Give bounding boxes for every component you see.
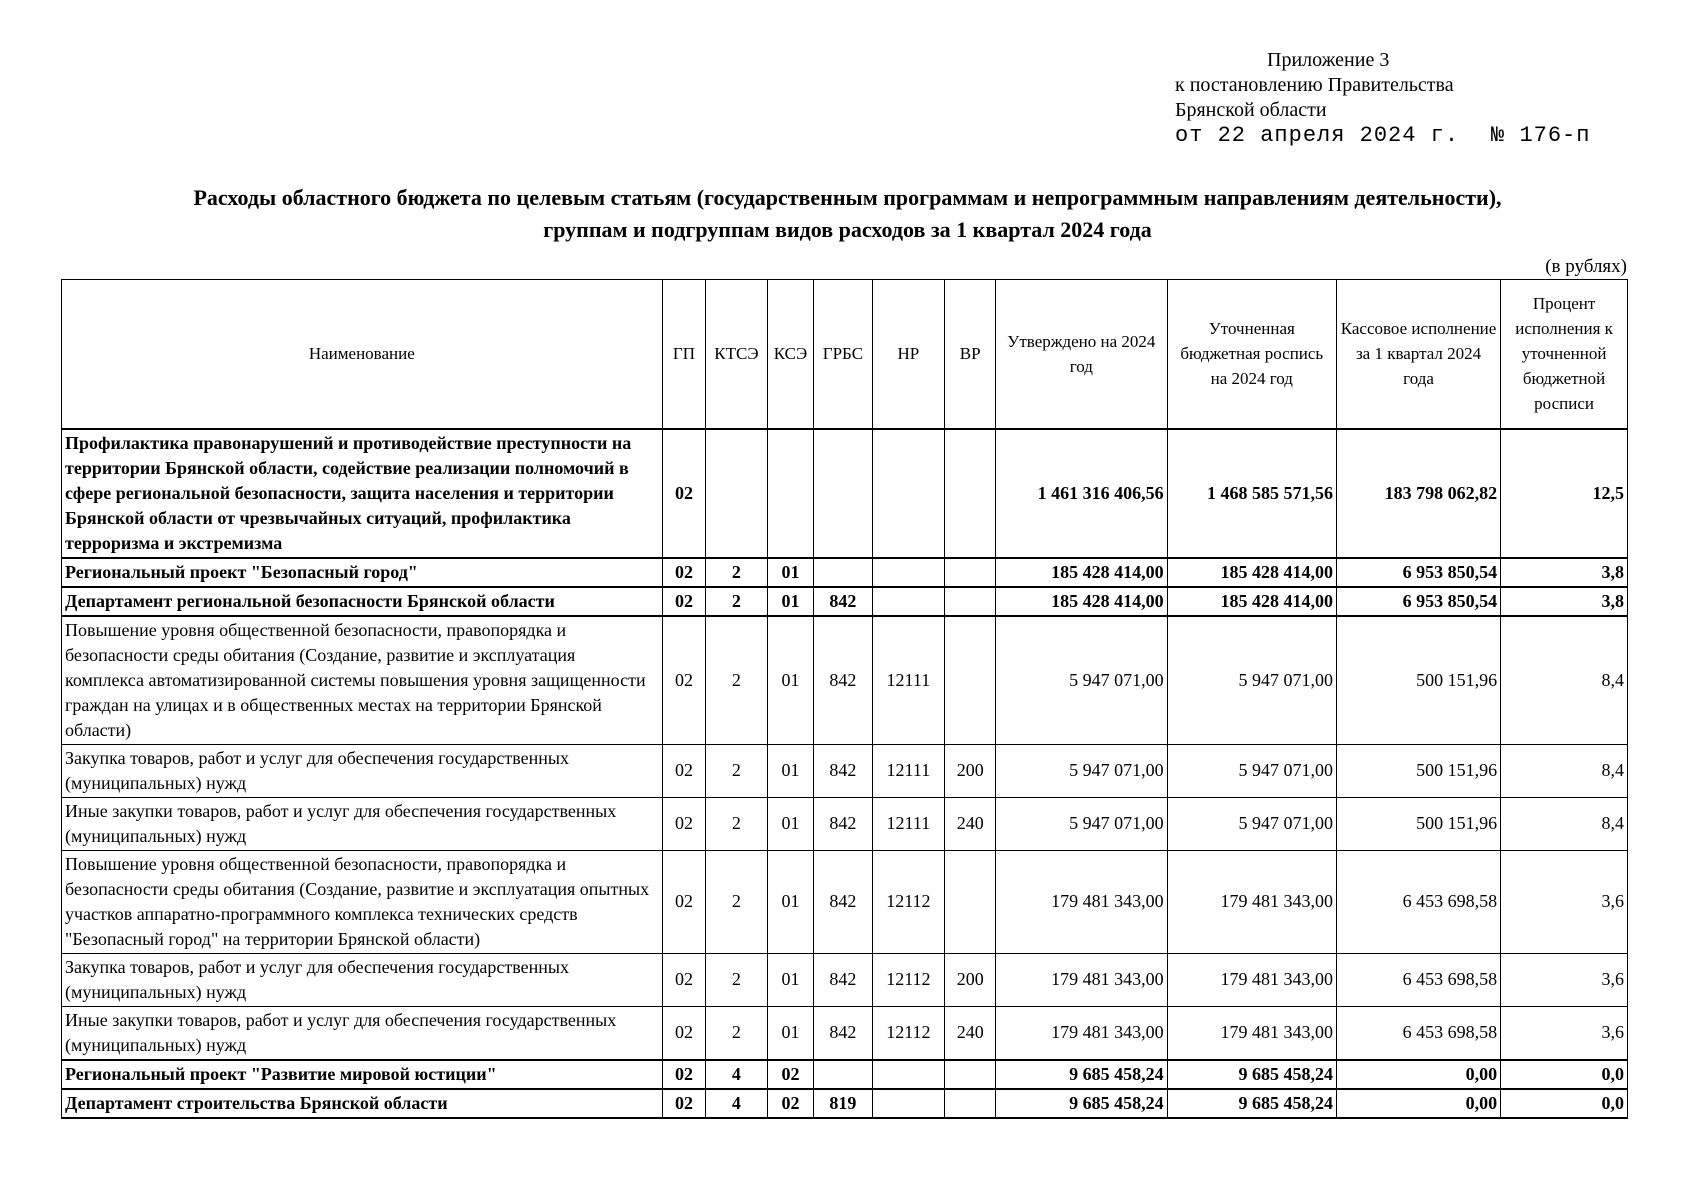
row-vr: [945, 587, 996, 616]
units-note: (в рублях): [1545, 256, 1627, 277]
table-header-row: [62, 280, 1628, 429]
annex-resolution: к постановлению Правительства: [1175, 74, 1454, 96]
document-title: [60, 182, 1635, 246]
row-grbs: 842: [814, 1006, 872, 1060]
row-ktse: 4: [706, 1089, 767, 1118]
annex-number: № 176-п: [1491, 123, 1591, 148]
row-name: Закупка товаров, работ и услуг для обеспечения государственных (муниципальных) нужд: [62, 953, 663, 1006]
row-percent: 0,0: [1501, 1089, 1628, 1118]
row-revised: 179 481 343,00: [1167, 850, 1336, 953]
row-nr: 12111: [872, 616, 945, 745]
table-row: [62, 953, 1628, 1006]
row-percent: 8,4: [1501, 616, 1628, 745]
row-nr: [872, 587, 945, 616]
row-name: Повышение уровня общественной безопасности, правопорядка и безопасности среды обитания (Создание, развитие и эксплуатация опытных участков аппаратно-программного комплекса технических средств "Безопасный город" на территории Брянской области): [62, 850, 663, 953]
row-vr: [945, 850, 996, 953]
row-percent: 3,6: [1501, 850, 1628, 953]
row-grbs: 842: [814, 850, 872, 953]
row-percent: 3,8: [1501, 558, 1628, 587]
document-title-line-1: Расходы областного бюджета по целевым статьям (государственным программам и непрограммным направлениям деятельности),: [193, 185, 1502, 210]
header-gp: ГП: [662, 280, 706, 429]
header-nr: НР: [872, 280, 945, 429]
row-approved: 9 685 458,24: [996, 1089, 1167, 1118]
row-cash: 6 953 850,54: [1336, 558, 1500, 587]
row-kse: 02: [767, 1060, 814, 1089]
row-gp: 02: [662, 1060, 706, 1089]
row-vr: 240: [945, 1006, 996, 1060]
row-revised: 185 428 414,00: [1167, 558, 1336, 587]
row-revised: 5 947 071,00: [1167, 616, 1336, 745]
table-row: [62, 429, 1628, 558]
table-row: [62, 850, 1628, 953]
row-cash: 6 453 698,58: [1336, 1006, 1500, 1060]
row-cash: 500 151,96: [1336, 616, 1500, 745]
row-approved: 179 481 343,00: [996, 850, 1167, 953]
row-grbs: 842: [814, 953, 872, 1006]
row-nr: [872, 1060, 945, 1089]
header-ktse: КТСЭ: [706, 280, 767, 429]
row-percent: 12,5: [1501, 429, 1628, 558]
row-nr: [872, 1089, 945, 1118]
row-name: Профилактика правонарушений и противодействие преступности на территории Брянской области, содействие реализации полномочий в сфере региональной безопасности, защита населения и территории Брянской области от чрезвычайных ситуаций, профилактика терроризма и экстремизма: [62, 429, 663, 558]
header-percent: Процент исполнения к уточненной бюджетной росписи: [1501, 280, 1628, 429]
row-grbs: [814, 558, 872, 587]
row-vr: 200: [945, 744, 996, 797]
row-approved: 179 481 343,00: [996, 1006, 1167, 1060]
header-name: Наименование: [62, 280, 663, 429]
row-approved: 185 428 414,00: [996, 558, 1167, 587]
row-revised: 179 481 343,00: [1167, 953, 1336, 1006]
row-cash: 0,00: [1336, 1060, 1500, 1089]
row-nr: [872, 558, 945, 587]
row-approved: 5 947 071,00: [996, 616, 1167, 745]
header-kse: КСЭ: [767, 280, 814, 429]
row-kse: 01: [767, 1006, 814, 1060]
row-ktse: 2: [706, 1006, 767, 1060]
row-ktse: 2: [706, 797, 767, 850]
row-revised: 9 685 458,24: [1167, 1089, 1336, 1118]
row-revised: 185 428 414,00: [1167, 587, 1336, 616]
row-approved: 9 685 458,24: [996, 1060, 1167, 1089]
row-gp: 02: [662, 587, 706, 616]
table-row: [62, 744, 1628, 797]
row-gp: 02: [662, 850, 706, 953]
row-kse: 01: [767, 616, 814, 745]
row-kse: 01: [767, 744, 814, 797]
row-kse: [767, 429, 814, 558]
header-revised: Уточненная бюджетная роспись на 2024 год: [1167, 280, 1336, 429]
row-revised: 5 947 071,00: [1167, 797, 1336, 850]
row-cash: 500 151,96: [1336, 797, 1500, 850]
row-vr: [945, 429, 996, 558]
row-ktse: 2: [706, 744, 767, 797]
row-gp: 02: [662, 1089, 706, 1118]
row-nr: 12111: [872, 797, 945, 850]
row-ktse: 4: [706, 1060, 767, 1089]
annex-block: [1175, 48, 1590, 148]
row-kse: 02: [767, 1089, 814, 1118]
row-ktse: 2: [706, 558, 767, 587]
annex-date: от 22 апреля 2024 г.: [1175, 123, 1460, 148]
document-title-line-2: группам и подгруппам видов расходов за 1 квартал 2024 года: [543, 217, 1152, 242]
header-approved: Утверждено на 2024 год: [996, 280, 1167, 429]
row-nr: 12112: [872, 1006, 945, 1060]
row-percent: 3,6: [1501, 1006, 1628, 1060]
row-ktse: 2: [706, 616, 767, 745]
row-nr: 12111: [872, 744, 945, 797]
row-name: Региональный проект "Развитие мировой юстиции": [62, 1060, 663, 1089]
row-grbs: [814, 429, 872, 558]
row-grbs: 842: [814, 616, 872, 745]
row-grbs: 842: [814, 744, 872, 797]
row-gp: 02: [662, 558, 706, 587]
row-revised: 179 481 343,00: [1167, 1006, 1336, 1060]
row-percent: 8,4: [1501, 744, 1628, 797]
row-name: Иные закупки товаров, работ и услуг для обеспечения государственных (муниципальных) нужд: [62, 797, 663, 850]
row-name: Повышение уровня общественной безопасности, правопорядка и безопасности среды обитания (Создание, развитие и эксплуатация комплекса автоматизированной системы повышения уровня защищенности граждан на улицах и в общественных местах на территории Брянской области): [62, 616, 663, 745]
table-row: [62, 1006, 1628, 1060]
header-cash: Кассовое исполнение за 1 квартал 2024 года: [1336, 280, 1500, 429]
header-grbs: ГРБС: [814, 280, 872, 429]
row-grbs: [814, 1060, 872, 1089]
row-nr: 12112: [872, 953, 945, 1006]
row-kse: 01: [767, 850, 814, 953]
row-revised: 9 685 458,24: [1167, 1060, 1336, 1089]
budget-table: [61, 279, 1628, 1119]
row-percent: 8,4: [1501, 797, 1628, 850]
row-approved: 179 481 343,00: [996, 953, 1167, 1006]
annex-title: Приложение 3: [1267, 49, 1390, 71]
row-approved: 5 947 071,00: [996, 744, 1167, 797]
table-row: [62, 797, 1628, 850]
row-percent: 3,6: [1501, 953, 1628, 1006]
row-ktse: 2: [706, 587, 767, 616]
row-vr: [945, 1089, 996, 1118]
table-row: [62, 587, 1628, 616]
row-vr: 240: [945, 797, 996, 850]
row-kse: 01: [767, 797, 814, 850]
row-cash: 6 953 850,54: [1336, 587, 1500, 616]
table-row: [62, 1060, 1628, 1089]
row-cash: 0,00: [1336, 1089, 1500, 1118]
annex-date-line: [1175, 123, 1590, 148]
row-kse: 01: [767, 587, 814, 616]
row-kse: 01: [767, 953, 814, 1006]
row-name: Региональный проект "Безопасный город": [62, 558, 663, 587]
row-ktse: 2: [706, 953, 767, 1006]
row-vr: 200: [945, 953, 996, 1006]
row-vr: [945, 558, 996, 587]
row-name: Департамент региональной безопасности Брянской области: [62, 587, 663, 616]
row-revised: 5 947 071,00: [1167, 744, 1336, 797]
row-name: Департамент строительства Брянской области: [62, 1089, 663, 1118]
row-nr: 12112: [872, 850, 945, 953]
row-approved: 5 947 071,00: [996, 797, 1167, 850]
table-row: [62, 1089, 1628, 1118]
row-gp: 02: [662, 616, 706, 745]
row-grbs: 842: [814, 797, 872, 850]
row-vr: [945, 616, 996, 745]
row-grbs: 842: [814, 587, 872, 616]
row-gp: 02: [662, 429, 706, 558]
row-revised: 1 468 585 571,56: [1167, 429, 1336, 558]
row-ktse: [706, 429, 767, 558]
row-cash: 500 151,96: [1336, 744, 1500, 797]
row-name: Закупка товаров, работ и услуг для обеспечения государственных (муниципальных) нужд: [62, 744, 663, 797]
row-cash: 183 798 062,82: [1336, 429, 1500, 558]
header-vr: ВР: [945, 280, 996, 429]
row-percent: 3,8: [1501, 587, 1628, 616]
row-name: Иные закупки товаров, работ и услуг для обеспечения государственных (муниципальных) нужд: [62, 1006, 663, 1060]
row-approved: 1 461 316 406,56: [996, 429, 1167, 558]
row-gp: 02: [662, 953, 706, 1006]
row-grbs: 819: [814, 1089, 872, 1118]
row-approved: 185 428 414,00: [996, 587, 1167, 616]
row-percent: 0,0: [1501, 1060, 1628, 1089]
row-gp: 02: [662, 744, 706, 797]
row-vr: [945, 1060, 996, 1089]
annex-region: Брянской области: [1175, 99, 1327, 121]
row-kse: 01: [767, 558, 814, 587]
row-ktse: 2: [706, 850, 767, 953]
row-gp: 02: [662, 797, 706, 850]
row-cash: 6 453 698,58: [1336, 953, 1500, 1006]
row-nr: [872, 429, 945, 558]
row-cash: 6 453 698,58: [1336, 850, 1500, 953]
row-gp: 02: [662, 1006, 706, 1060]
table-row: [62, 616, 1628, 745]
table-row: [62, 558, 1628, 587]
